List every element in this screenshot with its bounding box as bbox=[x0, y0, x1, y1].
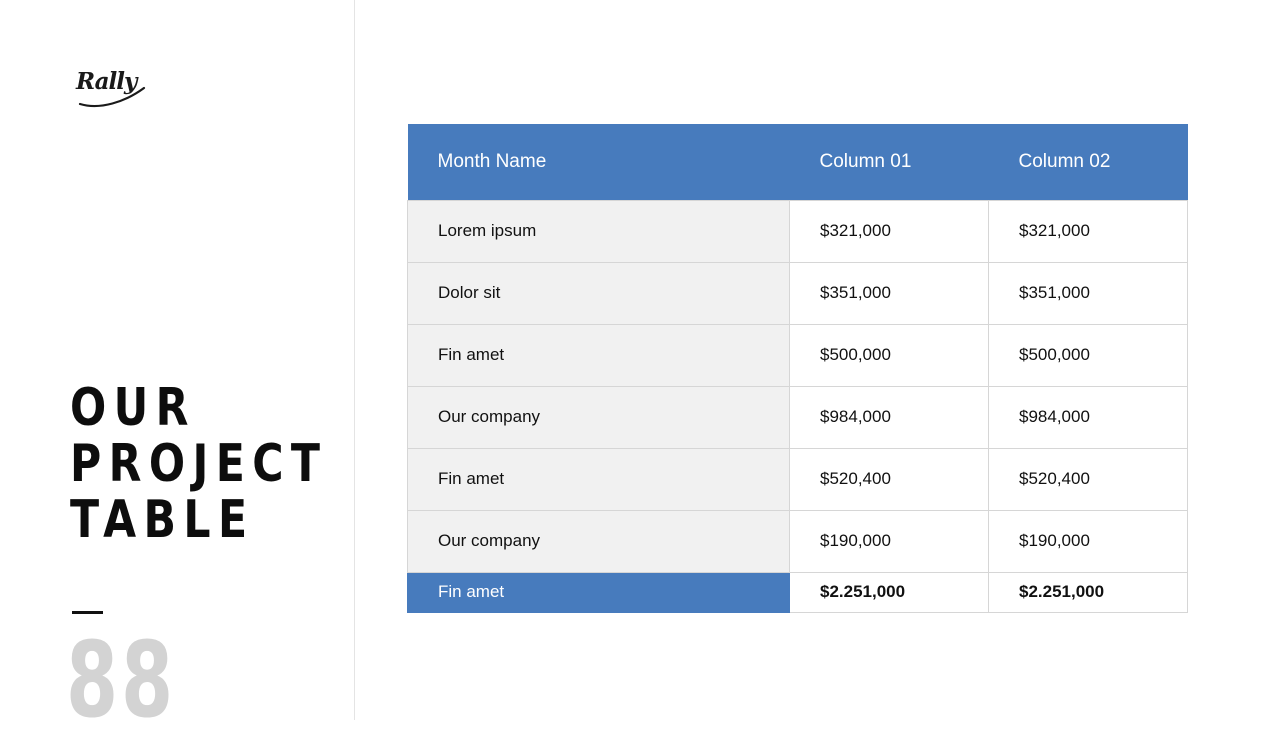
table-total-row bbox=[408, 572, 1188, 612]
rally-logo bbox=[70, 66, 150, 116]
row-value-col1: $321,000 bbox=[790, 200, 989, 262]
project-table bbox=[407, 124, 1188, 613]
row-value-col1: $984,000 bbox=[790, 386, 989, 448]
row-value-col1: $520,400 bbox=[790, 448, 989, 510]
row-value-col2: $984,000 bbox=[989, 386, 1188, 448]
sidebar bbox=[0, 0, 355, 741]
row-label: Fin amet bbox=[408, 448, 790, 510]
table-row bbox=[408, 324, 1188, 386]
table-row bbox=[408, 262, 1188, 324]
row-value-col1: $351,000 bbox=[790, 262, 989, 324]
header-column-02: Column 02 bbox=[989, 124, 1188, 200]
row-label: Fin amet bbox=[408, 324, 790, 386]
row-value-col1: $500,000 bbox=[790, 324, 989, 386]
logo-wordmark: Rally bbox=[76, 68, 137, 95]
table-row bbox=[408, 448, 1188, 510]
total-value-col1: $2.251,000 bbox=[790, 572, 989, 612]
table-row bbox=[408, 200, 1188, 262]
row-label: Dolor sit bbox=[408, 262, 790, 324]
row-value-col2: $520,400 bbox=[989, 448, 1188, 510]
title-line: TABLE bbox=[70, 490, 255, 550]
table-header-row bbox=[408, 124, 1188, 200]
row-value-col2: $190,000 bbox=[989, 510, 1188, 572]
title-line: PROJECT bbox=[70, 434, 328, 494]
row-value-col2: $321,000 bbox=[989, 200, 1188, 262]
title-divider bbox=[72, 611, 103, 614]
row-label: Our company bbox=[408, 386, 790, 448]
row-value-col2: $500,000 bbox=[989, 324, 1188, 386]
table-row bbox=[408, 386, 1188, 448]
row-value-col2: $351,000 bbox=[989, 262, 1188, 324]
page-title bbox=[70, 380, 327, 548]
row-label: Lorem ipsum bbox=[408, 200, 790, 262]
header-month-name: Month Name bbox=[408, 124, 790, 200]
total-value-col2: $2.251,000 bbox=[989, 572, 1188, 612]
page-number: 88 bbox=[66, 619, 176, 741]
header-column-01: Column 01 bbox=[790, 124, 989, 200]
row-label: Our company bbox=[408, 510, 790, 572]
table-row bbox=[408, 510, 1188, 572]
row-value-col1: $190,000 bbox=[790, 510, 989, 572]
total-label: Fin amet bbox=[408, 572, 790, 612]
title-line: OUR bbox=[70, 378, 196, 438]
